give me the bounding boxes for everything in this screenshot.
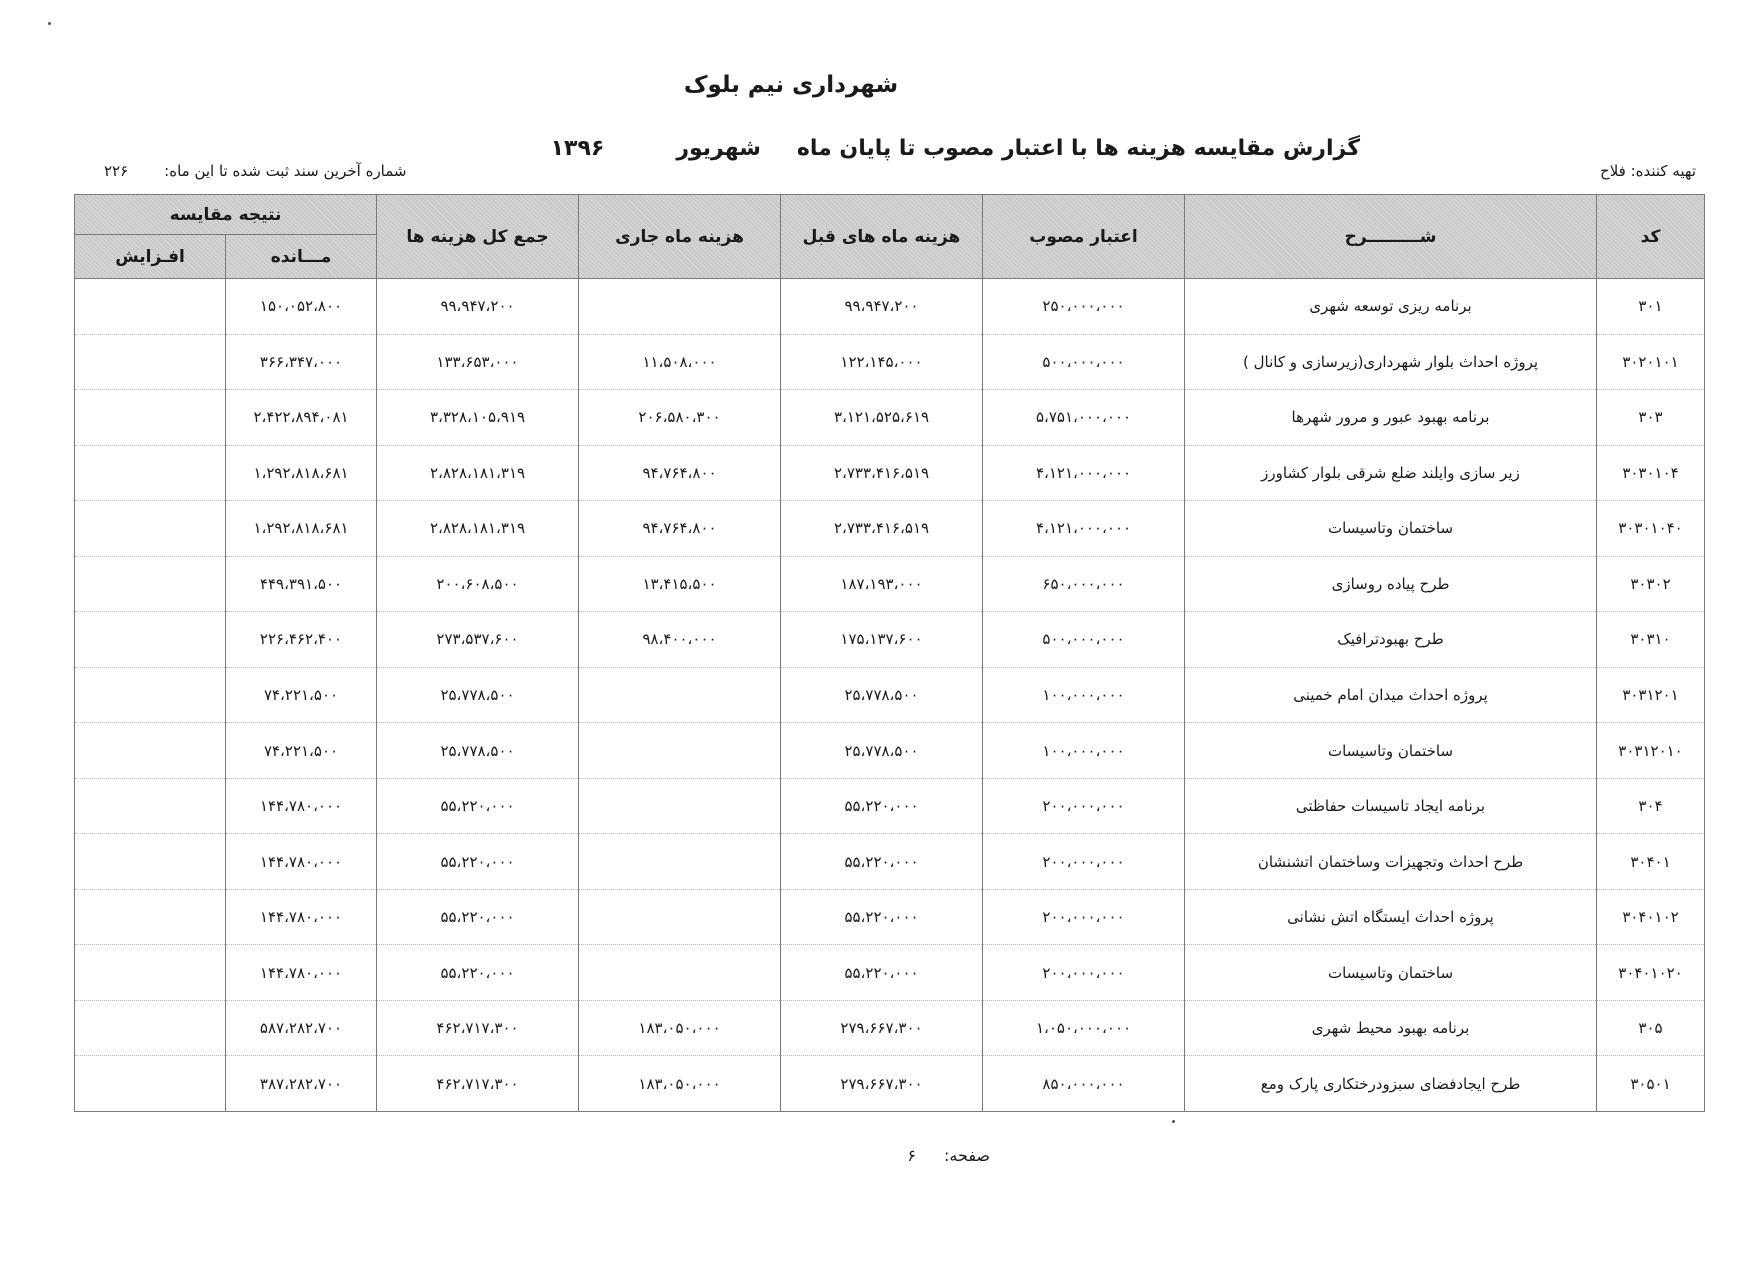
prev-months-cell: ۲۵،۷۷۸،۵۰۰ xyxy=(781,667,983,723)
remaining-cell: ۳۸۷،۲۸۲،۷۰۰ xyxy=(226,1056,377,1112)
current-month-cell xyxy=(579,834,781,890)
total-cell: ۳،۳۲۸،۱۰۵،۹۱۹ xyxy=(377,390,579,446)
code-cell: ۳۰۳۱۲۰۱۰ xyxy=(1597,723,1705,779)
current-month-cell xyxy=(579,723,781,779)
description-cell: پروژه احداث ایستگاه اتش نشانی xyxy=(1185,889,1597,945)
current-month-cell: ۱۳،۴۱۵،۵۰۰ xyxy=(579,556,781,612)
current-month-cell: ۱۸۳،۰۵۰،۰۰۰ xyxy=(579,1056,781,1112)
remaining-cell: ۷۴،۲۲۱،۵۰۰ xyxy=(226,723,377,779)
prev-months-cell: ۱۷۵،۱۳۷،۶۰۰ xyxy=(781,612,983,668)
approved-cell: ۲۰۰،۰۰۰،۰۰۰ xyxy=(983,945,1185,1001)
description-cell: طرح پیاده روسازی xyxy=(1185,556,1597,612)
increase-cell xyxy=(75,1056,226,1112)
remaining-cell: ۱۴۴،۷۸۰،۰۰۰ xyxy=(226,778,377,834)
col-header-comparison: نتیجه مقایسه xyxy=(75,195,377,235)
current-month-cell: ۹۴،۷۶۴،۸۰۰ xyxy=(579,501,781,557)
table-row xyxy=(75,1056,1705,1112)
total-cell: ۴۶۲،۷۱۷،۳۰۰ xyxy=(377,1056,579,1112)
total-cell: ۵۵،۲۲۰،۰۰۰ xyxy=(377,778,579,834)
remaining-cell: ۲۲۶،۴۶۲،۴۰۰ xyxy=(226,612,377,668)
increase-cell xyxy=(75,445,226,501)
table-row xyxy=(75,723,1705,779)
remaining-cell: ۵۸۷،۲۸۲،۷۰۰ xyxy=(226,1000,377,1056)
code-cell: ۳۰۵۰۱ xyxy=(1597,1056,1705,1112)
description-cell: برنامه بهبود محیط شهری xyxy=(1185,1000,1597,1056)
scan-speck xyxy=(1172,1120,1175,1123)
remaining-cell: ۱۵۰،۰۵۲،۸۰۰ xyxy=(226,279,377,335)
current-month-cell xyxy=(579,279,781,335)
prev-months-cell: ۵۵،۲۲۰،۰۰۰ xyxy=(781,945,983,1001)
code-cell: ۳۰۳۱۲۰۱ xyxy=(1597,667,1705,723)
table-row xyxy=(75,279,1705,335)
page-title xyxy=(0,72,1754,98)
prev-months-cell: ۵۵،۲۲۰،۰۰۰ xyxy=(781,889,983,945)
approved-cell: ۱۰۰،۰۰۰،۰۰۰ xyxy=(983,667,1185,723)
remaining-cell: ۱۴۴،۷۸۰،۰۰۰ xyxy=(226,834,377,890)
code-cell: ۳۰۳۰۱۰۴ xyxy=(1597,445,1705,501)
code-cell: ۳۰۵ xyxy=(1597,1000,1705,1056)
scan-speck xyxy=(48,22,51,25)
total-cell: ۲۰۰،۶۰۸،۵۰۰ xyxy=(377,556,579,612)
approved-cell: ۲۵۰،۰۰۰،۰۰۰ xyxy=(983,279,1185,335)
description-cell: طرح بهبودترافیک xyxy=(1185,612,1597,668)
total-cell: ۵۵،۲۲۰،۰۰۰ xyxy=(377,889,579,945)
prev-months-cell: ۱۲۲،۱۴۵،۰۰۰ xyxy=(781,334,983,390)
increase-cell xyxy=(75,778,226,834)
table-row xyxy=(75,889,1705,945)
increase-cell xyxy=(75,889,226,945)
col-header-current-month: هزینه ماه جاری xyxy=(579,195,781,279)
total-cell: ۲،۸۲۸،۱۸۱،۳۱۹ xyxy=(377,501,579,557)
prev-months-cell: ۳،۱۲۱،۵۲۵،۶۱۹ xyxy=(781,390,983,446)
total-cell: ۱۳۳،۶۵۳،۰۰۰ xyxy=(377,334,579,390)
remaining-cell: ۷۴،۲۲۱،۵۰۰ xyxy=(226,667,377,723)
current-month-cell xyxy=(579,945,781,1001)
current-month-cell: ۹۸،۴۰۰،۰۰۰ xyxy=(579,612,781,668)
approved-cell: ۶۵۰،۰۰۰،۰۰۰ xyxy=(983,556,1185,612)
prepared-by: تهیه کننده: فلاح xyxy=(1600,162,1696,180)
table-row xyxy=(75,501,1705,557)
total-cell: ۲۷۳،۵۳۷،۶۰۰ xyxy=(377,612,579,668)
report-title-text: گزارش مقایسه هزینه ها با اعتبار مصوب تا پایان ماه xyxy=(796,136,1360,161)
prev-months-cell: ۲،۷۳۳،۴۱۶،۵۱۹ xyxy=(781,501,983,557)
code-cell: ۳۰۳۱۰ xyxy=(1597,612,1705,668)
remaining-cell: ۲،۴۲۲،۸۹۴،۰۸۱ xyxy=(226,390,377,446)
remaining-cell: ۱،۲۹۲،۸۱۸،۶۸۱ xyxy=(226,445,377,501)
code-cell: ۳۰۳۰۲ xyxy=(1597,556,1705,612)
code-cell: ۳۰۱ xyxy=(1597,279,1705,335)
table-row xyxy=(75,445,1705,501)
remaining-cell: ۱،۲۹۲،۸۱۸،۶۸۱ xyxy=(226,501,377,557)
current-month-cell xyxy=(579,778,781,834)
prev-months-cell: ۵۵،۲۲۰،۰۰۰ xyxy=(781,778,983,834)
description-cell: ساختمان وتاسیسات xyxy=(1185,501,1597,557)
prev-months-cell: ۹۹،۹۴۷،۲۰۰ xyxy=(781,279,983,335)
report-month: شهریور xyxy=(676,136,761,161)
code-cell: ۳۰۲۰۱۰۱ xyxy=(1597,334,1705,390)
report-table xyxy=(74,194,1705,1112)
approved-cell: ۱،۰۵۰،۰۰۰،۰۰۰ xyxy=(983,1000,1185,1056)
approved-cell: ۱۰۰،۰۰۰،۰۰۰ xyxy=(983,723,1185,779)
remaining-cell: ۱۴۴،۷۸۰،۰۰۰ xyxy=(226,945,377,1001)
col-header-prev-months: هزینه ماه های قبل xyxy=(781,195,983,279)
increase-cell xyxy=(75,279,226,335)
prev-months-cell: ۱۸۷،۱۹۳،۰۰۰ xyxy=(781,556,983,612)
description-cell: برنامه ریزی توسعه شهری xyxy=(1185,279,1597,335)
prev-months-cell: ۲،۷۳۳،۴۱۶،۵۱۹ xyxy=(781,445,983,501)
code-cell: ۳۰۴۰۱ xyxy=(1597,834,1705,890)
page-footer xyxy=(790,1146,990,1165)
current-month-cell: ۲۰۶،۵۸۰،۳۰۰ xyxy=(579,390,781,446)
increase-cell xyxy=(75,612,226,668)
table-row xyxy=(75,556,1705,612)
current-month-cell: ۱۸۳،۰۵۰،۰۰۰ xyxy=(579,1000,781,1056)
approved-cell: ۲۰۰،۰۰۰،۰۰۰ xyxy=(983,778,1185,834)
remaining-cell: ۳۶۶،۳۴۷،۰۰۰ xyxy=(226,334,377,390)
increase-cell xyxy=(75,723,226,779)
increase-cell xyxy=(75,334,226,390)
prev-months-cell: ۲۷۹،۶۶۷،۳۰۰ xyxy=(781,1000,983,1056)
table-row xyxy=(75,834,1705,890)
code-cell: ۳۰۴۰۱۰۲ xyxy=(1597,889,1705,945)
description-cell: برنامه بهبود عبور و مرور شهرها xyxy=(1185,390,1597,446)
col-header-remaining: مـــانده xyxy=(226,235,377,279)
total-cell: ۲،۸۲۸،۱۸۱،۳۱۹ xyxy=(377,445,579,501)
table-row xyxy=(75,334,1705,390)
description-cell: زیر سازی وایلند ضلع شرقی بلوار کشاورز xyxy=(1185,445,1597,501)
page-label: صفحه: xyxy=(944,1146,990,1165)
description-cell: طرح ایجادفضای سبزودرختکاری پارک ومع xyxy=(1185,1056,1597,1112)
code-cell: ۳۰۴ xyxy=(1597,778,1705,834)
increase-cell xyxy=(75,667,226,723)
approved-cell: ۴،۱۲۱،۰۰۰،۰۰۰ xyxy=(983,445,1185,501)
description-cell: پروژه احداث میدان امام خمینی xyxy=(1185,667,1597,723)
total-cell: ۹۹،۹۴۷،۲۰۰ xyxy=(377,279,579,335)
col-header-total: جمع کل هزینه ها xyxy=(377,195,579,279)
current-month-cell xyxy=(579,667,781,723)
total-cell: ۴۶۲،۷۱۷،۳۰۰ xyxy=(377,1000,579,1056)
approved-cell: ۲۰۰،۰۰۰،۰۰۰ xyxy=(983,889,1185,945)
prev-months-cell: ۲۷۹،۶۶۷،۳۰۰ xyxy=(781,1056,983,1112)
table-row xyxy=(75,1000,1705,1056)
code-cell: ۳۰۳۰۱۰۴۰ xyxy=(1597,501,1705,557)
increase-cell xyxy=(75,556,226,612)
table-row xyxy=(75,778,1705,834)
increase-cell xyxy=(75,1000,226,1056)
last-document-info xyxy=(104,162,504,180)
approved-cell: ۵۰۰،۰۰۰،۰۰۰ xyxy=(983,612,1185,668)
prev-months-cell: ۵۵،۲۲۰،۰۰۰ xyxy=(781,834,983,890)
remaining-cell: ۴۴۹،۳۹۱،۵۰۰ xyxy=(226,556,377,612)
col-header-code: کد xyxy=(1597,195,1705,279)
approved-cell: ۲۰۰،۰۰۰،۰۰۰ xyxy=(983,834,1185,890)
col-header-increase: افـزایش xyxy=(75,235,226,279)
table-row xyxy=(75,667,1705,723)
description-cell: طرح احداث وتجهیزات وساختمان اتشنشان xyxy=(1185,834,1597,890)
report-title xyxy=(550,136,1360,161)
code-cell: ۳۰۴۰۱۰۲۰ xyxy=(1597,945,1705,1001)
remaining-cell: ۱۴۴،۷۸۰،۰۰۰ xyxy=(226,889,377,945)
description-cell: برنامه ایجاد تاسیسات حفاظتی xyxy=(1185,778,1597,834)
table-row xyxy=(75,945,1705,1001)
approved-cell: ۴،۱۲۱،۰۰۰،۰۰۰ xyxy=(983,501,1185,557)
approved-cell: ۵،۷۵۱،۰۰۰،۰۰۰ xyxy=(983,390,1185,446)
table-row xyxy=(75,390,1705,446)
current-month-cell: ۱۱،۵۰۸،۰۰۰ xyxy=(579,334,781,390)
total-cell: ۵۵،۲۲۰،۰۰۰ xyxy=(377,945,579,1001)
increase-cell xyxy=(75,390,226,446)
total-cell: ۵۵،۲۲۰،۰۰۰ xyxy=(377,834,579,890)
approved-cell: ۸۵۰،۰۰۰،۰۰۰ xyxy=(983,1056,1185,1112)
municipality-name: شهرداری نیم بلوک xyxy=(683,72,899,98)
col-header-approved: اعتبار مصوب xyxy=(983,195,1185,279)
increase-cell xyxy=(75,501,226,557)
last-doc-label: شماره آخرین سند ثبت شده تا این ماه: xyxy=(164,162,407,180)
col-header-description: شـــــــــرح xyxy=(1185,195,1597,279)
increase-cell xyxy=(75,945,226,1001)
total-cell: ۲۵،۷۷۸،۵۰۰ xyxy=(377,667,579,723)
increase-cell xyxy=(75,834,226,890)
description-cell: ساختمان وتاسیسات xyxy=(1185,723,1597,779)
prev-months-cell: ۲۵،۷۷۸،۵۰۰ xyxy=(781,723,983,779)
table-row xyxy=(75,612,1705,668)
current-month-cell: ۹۴،۷۶۴،۸۰۰ xyxy=(579,445,781,501)
report-year: ۱۳۹۶ xyxy=(550,136,605,161)
approved-cell: ۵۰۰،۰۰۰،۰۰۰ xyxy=(983,334,1185,390)
last-doc-number: ۲۲۶ xyxy=(104,162,129,180)
total-cell: ۲۵،۷۷۸،۵۰۰ xyxy=(377,723,579,779)
description-cell: ساختمان وتاسیسات xyxy=(1185,945,1597,1001)
current-month-cell xyxy=(579,889,781,945)
page-number: ۶ xyxy=(907,1146,917,1165)
description-cell: پروژه احداث بلوار شهرداری(زیرسازی و کانال ) xyxy=(1185,334,1597,390)
code-cell: ۳۰۳ xyxy=(1597,390,1705,446)
